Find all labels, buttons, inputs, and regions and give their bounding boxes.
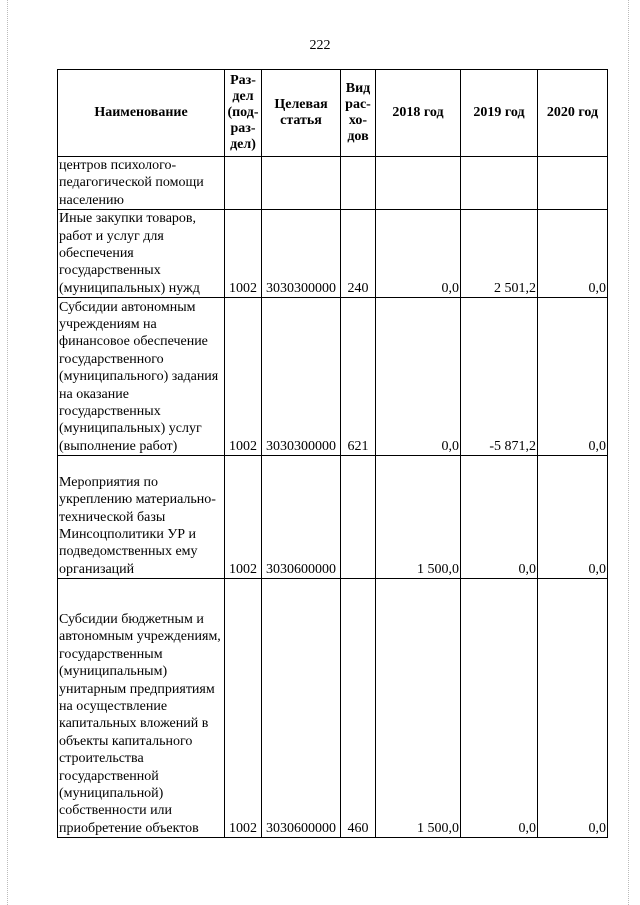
header-section-text: Раз- дел (под- раз- дел) [227, 73, 259, 152]
scan-edge-left [7, 0, 10, 905]
cell-2020: 0,0 [538, 210, 608, 298]
cell-target: 3030300000 [262, 210, 341, 298]
cell-section [225, 157, 262, 210]
header-2018 [376, 70, 461, 157]
header-type-text: Вид рас- хо- дов [345, 81, 371, 144]
cell-2020: 0,0 [538, 456, 608, 579]
cell-name: Мероприятия по укреплению материально-технической базы Минсоцполитики УР и подведомственных ему организаций [58, 456, 225, 579]
table-row [58, 456, 608, 579]
cell-2019: 0,0 [461, 456, 538, 579]
table-row [58, 298, 608, 456]
cell-section: 1002 [225, 579, 262, 838]
cell-name: Субсидии бюджетным и автономным учреждениям, государственным (муниципальным) унитарным предприятиям на осуществление капитальных вложений в объекты капитального строительства государственной (муниципальной) собственности или приобретение объектов [58, 579, 225, 838]
header-2018-text: 2018 год [392, 105, 444, 120]
cell-2019: 0,0 [461, 579, 538, 838]
cell-2020: 0,0 [538, 298, 608, 456]
header-2020 [538, 70, 608, 157]
cell-2018: 1 500,0 [376, 456, 461, 579]
cell-2020: 0,0 [538, 579, 608, 838]
page-number: 222 [309, 38, 331, 53]
cell-2019 [461, 157, 538, 210]
cell-type: 240 [341, 210, 376, 298]
table-row [58, 210, 608, 298]
cell-name: центров психолого-педагогической помощи населению [58, 157, 225, 210]
cell-type: 621 [341, 298, 376, 456]
header-target [262, 70, 341, 157]
cell-2019: 2 501,2 [461, 210, 538, 298]
cell-2018: 0,0 [376, 298, 461, 456]
header-section [225, 70, 262, 157]
cell-type [341, 157, 376, 210]
cell-target: 3030300000 [262, 298, 341, 456]
cell-2020 [538, 157, 608, 210]
header-target-text: Целевая статья [274, 97, 328, 128]
cell-target: 3030600000 [262, 579, 341, 838]
table-row [58, 157, 608, 210]
cell-2018 [376, 157, 461, 210]
cell-2018: 1 500,0 [376, 579, 461, 838]
cell-type [341, 456, 376, 579]
cell-section: 1002 [225, 456, 262, 579]
header-type [341, 70, 376, 157]
budget-table [57, 69, 608, 838]
header-2020-text: 2020 год [546, 105, 599, 120]
header-2019-text: 2019 год [473, 105, 525, 120]
header-2019 [461, 70, 538, 157]
table-row [58, 579, 608, 838]
cell-2018: 0,0 [376, 210, 461, 298]
cell-name: Субсидии автономным учреждениям на финансовое обеспечение государственного (муниципального) задания на оказание государственных (муниципальных) услуг (выполнение работ) [58, 298, 225, 456]
header-name [58, 70, 225, 157]
cell-section: 1002 [225, 298, 262, 456]
cell-target: 3030600000 [262, 456, 341, 579]
scan-edge-right [628, 0, 631, 905]
cell-type: 460 [341, 579, 376, 838]
cell-name: Иные закупки товаров, работ и услуг для обеспечения государственных (муниципальных) нужд [58, 210, 225, 298]
header-name-text: Наименование [94, 105, 188, 120]
table-header-row [58, 70, 608, 157]
cell-2019: -5 871,2 [461, 298, 538, 456]
cell-target [262, 157, 341, 210]
cell-section: 1002 [225, 210, 262, 298]
